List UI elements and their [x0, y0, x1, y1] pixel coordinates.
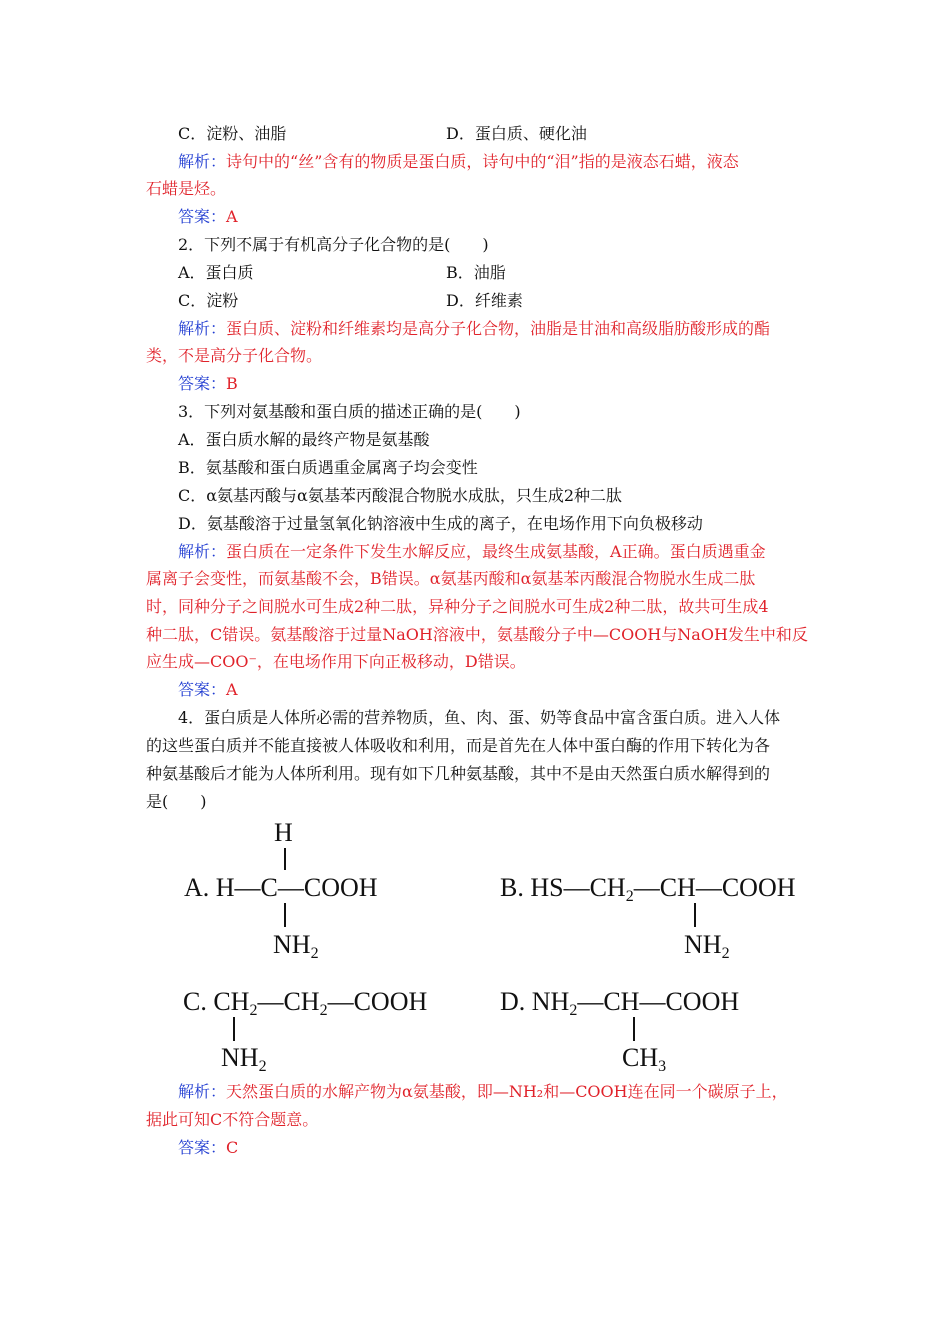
answer-label: 答案：: [178, 1138, 227, 1157]
structure-c-chain-2: —CH: [257, 987, 320, 1016]
answer-label: 答案：: [178, 374, 227, 393]
structure-b-bottom-group: [684, 930, 730, 969]
q3-option-a: A．蛋白质水解的最终产物是氨基酸: [178, 430, 430, 449]
q4-stem-line2: 的这些蛋白质并不能直接被人体吸收和利用，而是首先在人体中蛋白酶的作用下转化为各: [146, 736, 771, 755]
structure-c-main: [183, 987, 427, 1026]
structure-c-bottom-group: [221, 1043, 267, 1082]
analysis-text: 蛋白质在一定条件下发生水解反应，最终生成氨基酸，A正确。蛋白质遇重金: [226, 542, 766, 561]
analysis-label: 解析：: [178, 319, 227, 338]
structure-d-sub-1: 2: [569, 1002, 578, 1019]
q3-analysis-line4: 种二肽，C错误。氨基酸溶于过量NaOH溶液中，氨基酸分子中—COOH与NaOH发生中和反: [146, 625, 808, 644]
q4-answer: [178, 1138, 238, 1158]
q2-option-d: D．纤维素: [446, 291, 523, 310]
q3-option-d: D．氨基酸溶于过量氢氧化钠溶液中生成的离子，在电场作用下向负极移动: [178, 514, 703, 533]
structure-d-label: D.: [500, 987, 526, 1016]
q2-option-c: C．淀粉: [178, 291, 239, 310]
structure-b-chain-2: —CH—COOH: [633, 873, 796, 902]
structure-b-bottom-text: NH: [684, 930, 722, 959]
analysis-text: 蛋白质、淀粉和纤维素均是高分子化合物，油脂是甘油和高级脂肪酸形成的酯: [226, 319, 771, 338]
analysis-label: 解析：: [178, 152, 227, 171]
structure-c-chain-3: —COOH: [327, 987, 428, 1016]
structure-a-label: A.: [184, 873, 210, 902]
structure-c-sub-1: 2: [249, 1002, 258, 1019]
structure-a-chain: H—C—COOH: [215, 873, 378, 902]
answer-label: 答案：: [178, 207, 227, 226]
q2-option-b: B．油脂: [446, 263, 506, 282]
structure-a-bottom-sub: 2: [310, 945, 319, 962]
structure-d-chain-2: —CH—COOH: [577, 987, 740, 1016]
structure-d-bottom-group: [622, 1043, 666, 1082]
structure-a-bottom-group: [273, 930, 319, 969]
q3-answer: [178, 680, 238, 700]
answer-label: 答案：: [178, 680, 227, 699]
structure-b-bond-bottom: [694, 903, 696, 927]
q2-answer: [178, 374, 238, 394]
q4-stem-line3: 种氨基酸后才能为人体所利用。现有如下几种氨基酸，其中不是由天然蛋白质水解得到的: [146, 764, 771, 783]
q3-analysis-line5: 应生成—COO⁻，在电场作用下向正极移动，D错误。: [146, 652, 526, 671]
answer-value: A: [226, 207, 238, 226]
structure-c-bond-bottom: [233, 1017, 235, 1041]
q2-option-a: A．蛋白质: [178, 263, 254, 282]
analysis-label: 解析：: [178, 1082, 227, 1101]
structure-b-label: B.: [500, 873, 524, 902]
structure-c-label: C.: [183, 987, 207, 1016]
structure-b-bottom-sub: 2: [721, 945, 730, 962]
q2-analysis-line1: [178, 319, 770, 339]
q3-analysis-line2: 属离子会变性，而氨基酸不会，B错误。α氨基丙酸和α氨基苯丙酸混合物脱水生成二肽: [146, 569, 756, 588]
q4-stem-line4: 是( ): [146, 792, 207, 811]
structure-c-bottom-sub: 2: [258, 1058, 267, 1075]
structure-b-main: [500, 873, 796, 912]
structure-a-bottom-text: NH: [273, 930, 311, 959]
answer-value: B: [226, 374, 238, 393]
structure-d-bottom-text: CH: [622, 1043, 659, 1072]
structure-d-chain-1: NH: [531, 987, 570, 1016]
structure-b-sub-1: 2: [625, 888, 634, 905]
structure-a-bond-top: [284, 848, 286, 870]
structure-a-top-atom: H: [274, 818, 293, 847]
answer-value: C: [226, 1138, 239, 1157]
q1-analysis-line1: [178, 152, 739, 172]
structure-a-bond-bottom: [284, 903, 286, 927]
q3-option-c: C．α氨基丙酸与α氨基苯丙酸混合物脱水成肽，只生成2种二肽: [178, 486, 623, 505]
structure-a-main: [184, 873, 378, 903]
structure-b-chain-1: HS—CH: [530, 873, 626, 902]
q4-analysis-line1: [178, 1082, 788, 1102]
q1-analysis-line2: 石蜡是烃。: [146, 179, 227, 198]
answer-value: A: [226, 680, 238, 699]
structure-d-bond-bottom: [633, 1017, 635, 1041]
q4-stem-line1: 4．蛋白质是人体所必需的营养物质，鱼、肉、蛋、奶等食品中富含蛋白质。进入人体: [178, 708, 781, 727]
analysis-label: 解析：: [178, 542, 227, 561]
q3-option-b: B．氨基酸和蛋白质遇重金属离子均会变性: [178, 458, 478, 477]
structure-c-chain-1: CH: [213, 987, 250, 1016]
q3-stem: 3．下列对氨基酸和蛋白质的描述正确的是( ): [178, 402, 521, 421]
structure-d-bottom-sub: 3: [658, 1058, 667, 1075]
q1-option-c: C．淀粉、油脂: [178, 124, 287, 143]
q3-analysis-line3: 时，同种分子之间脱水可生成2种二肽，异种分子之间脱水可生成2种二肽，故共可生成4: [146, 597, 769, 616]
analysis-text: 诗句中的“丝”含有的物质是蛋白质，诗句中的“泪”指的是液态石蜡，液态: [226, 152, 739, 171]
q2-analysis-line2: 类，不是高分子化合物。: [146, 346, 323, 365]
structure-c-sub-2: 2: [319, 1002, 328, 1019]
analysis-text: 天然蛋白质的水解产物为α氨基酸，即—NH₂和—COOH连在同一个碳原子上，: [226, 1082, 788, 1101]
q4-analysis-line2: 据此可知C不符合题意。: [146, 1110, 319, 1129]
q1-option-d: D．蛋白质、硬化油: [446, 124, 587, 143]
q2-stem: 2．下列不属于有机高分子化合物的是( ): [178, 235, 489, 254]
q3-analysis-line1: [178, 542, 766, 562]
q1-answer: [178, 207, 238, 227]
structure-c-bottom-text: NH: [221, 1043, 259, 1072]
structure-d-main: [500, 987, 739, 1026]
